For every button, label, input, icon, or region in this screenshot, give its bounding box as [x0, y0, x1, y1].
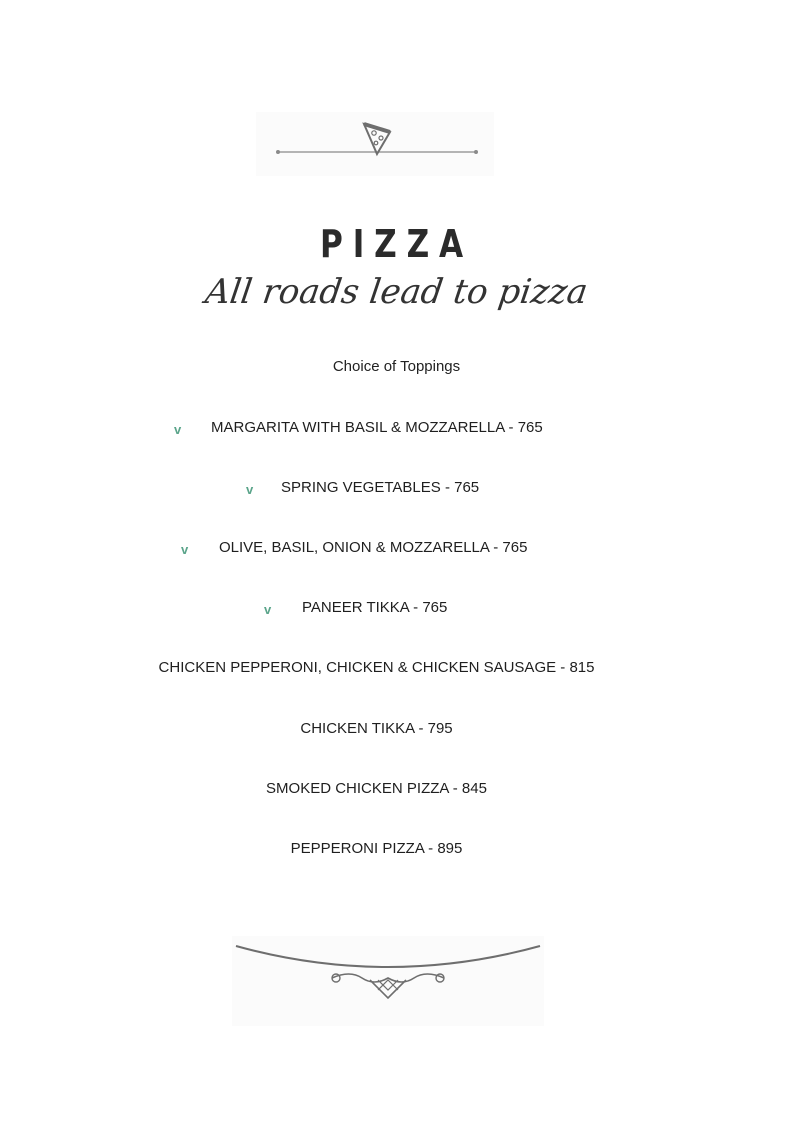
bottom-ornament — [232, 936, 544, 1026]
menu-item: MARGARITA WITH BASIL & MOZZARELLA - 765 — [211, 419, 543, 436]
menu-item: SMOKED CHICKEN PIZZA - 845 — [266, 780, 487, 797]
menu-item: CHICKEN PEPPERONI, CHICKEN & CHICKEN SAUSAGE - 815 — [158, 659, 595, 676]
menu-item: PANEER TIKKA - 765 — [302, 599, 448, 616]
menu-title: PIZZA — [320, 222, 473, 266]
pizza-slice-ornament — [256, 112, 494, 176]
menu-item: CHICKEN TIKKA - 795 — [300, 720, 453, 737]
menu-subtitle: All roads lead to pizza — [202, 272, 591, 312]
pizza-slice-icon — [256, 112, 494, 176]
menu-item: SPRING VEGETABLES - 765 — [281, 479, 480, 496]
menu-item: OLIVE, BASIL, ONION & MOZZARELLA - 765 — [219, 539, 528, 556]
scroll-ornament-icon — [232, 936, 544, 1026]
toppings-note: Choice of Toppings — [332, 358, 461, 375]
veg-marker: v — [246, 482, 254, 497]
veg-marker: v — [174, 422, 182, 437]
veg-marker: v — [264, 602, 272, 617]
menu-item: PEPPERONI PIZZA - 895 — [290, 840, 463, 857]
veg-marker: v — [181, 542, 189, 557]
